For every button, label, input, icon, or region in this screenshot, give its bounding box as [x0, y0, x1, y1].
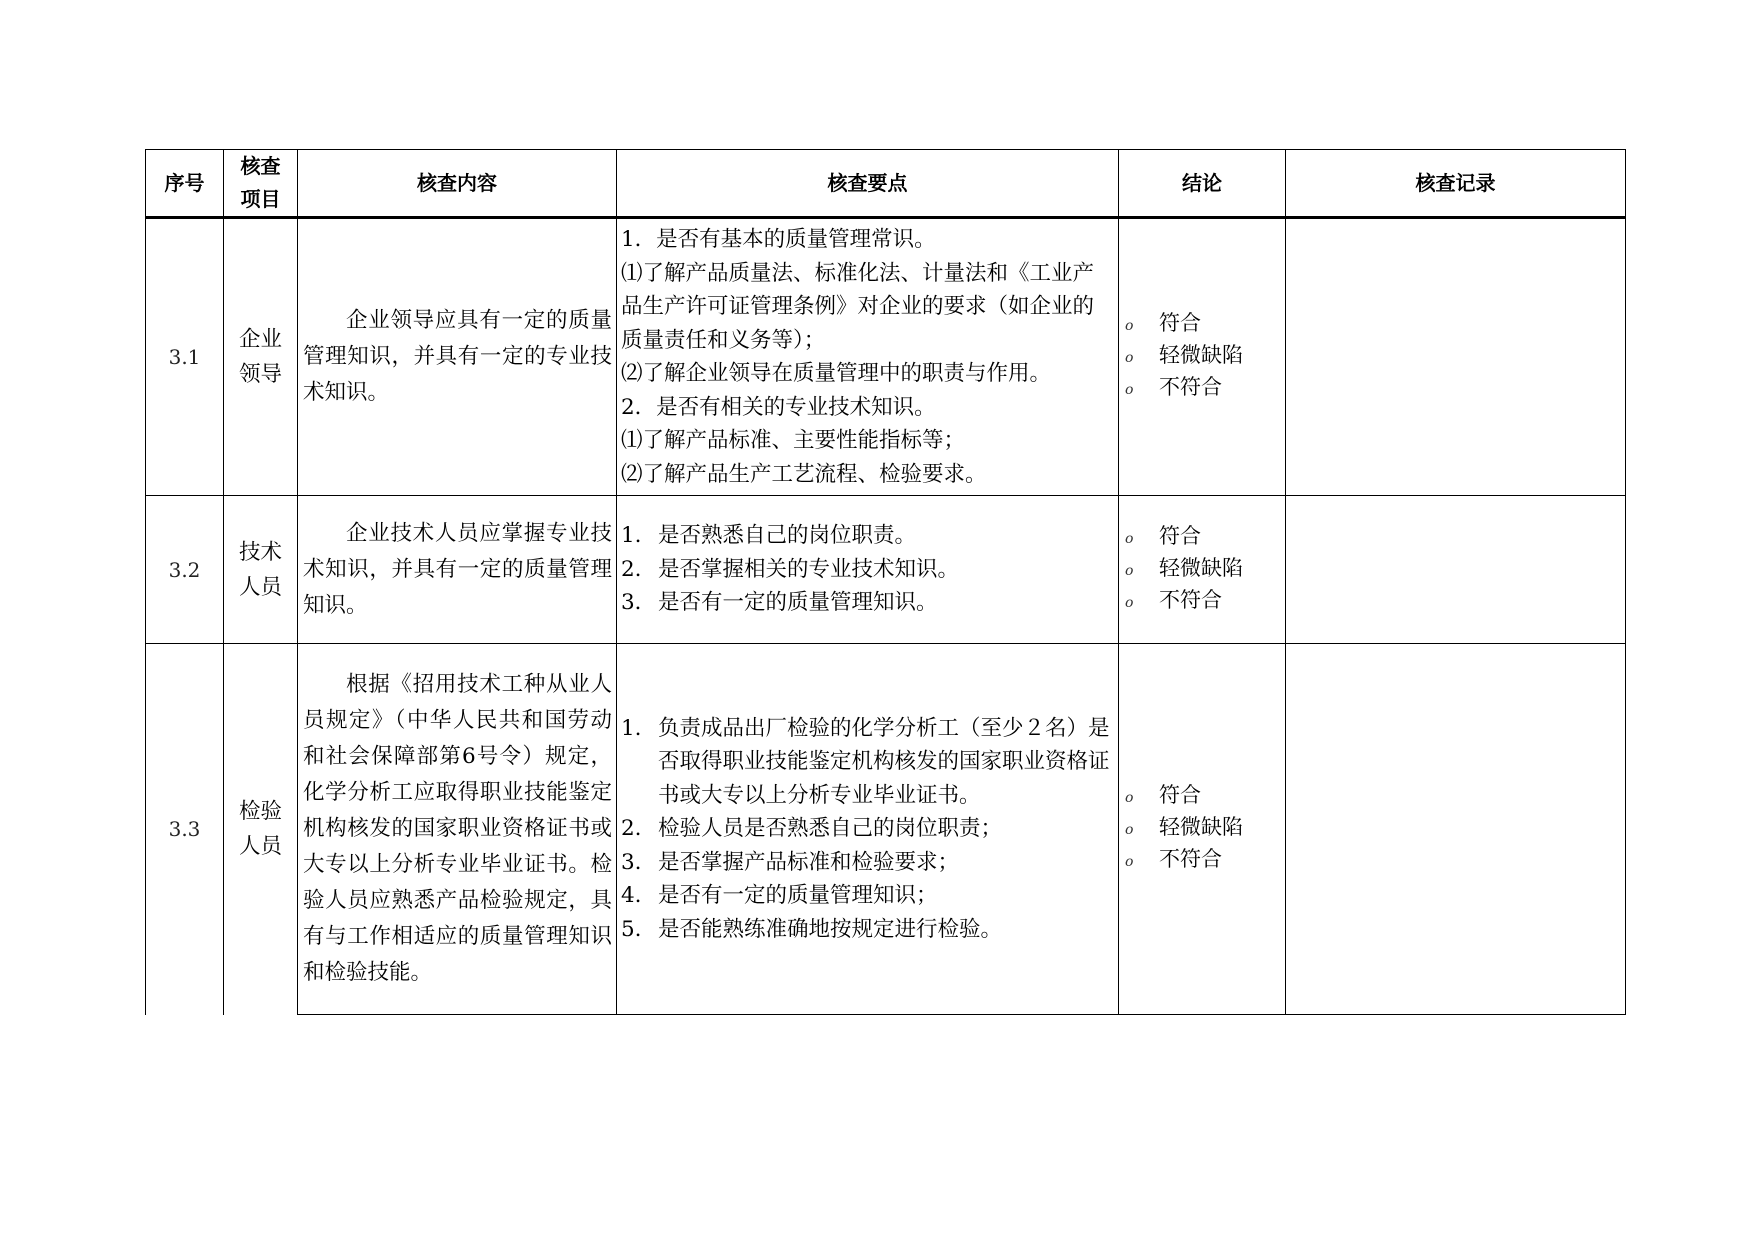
point-text: 是否能熟练准确地按规定进行检验。: [658, 916, 1003, 942]
item-label: 企业领导: [238, 327, 282, 387]
points-cell: [617, 496, 1119, 644]
option-label: 不符合: [1159, 587, 1222, 612]
item-cell: [224, 218, 298, 496]
content-text: 根据《招用技术工种从业人员规定》（中华人民共和国劳动和社会保障部第6号令）规定，化学分析工应取得职业技能鉴定机构核发的国家职业资格证书或大专以上分析专业毕业证书。检验人员应熟悉产品检验规定，具有与工作相适应的质量管理知识和检验技能。: [303, 672, 612, 985]
conclusion-cell: [1119, 644, 1286, 1015]
point-item: [621, 712, 1114, 813]
header-conclusion: 结论: [1119, 150, 1286, 218]
content-cell: [298, 496, 617, 644]
option-circle-icon: o: [1125, 318, 1134, 334]
point-item: [621, 553, 1114, 587]
point-line: 1．是否有基本的质量管理常识。: [621, 227, 936, 252]
seq-cell: 3.2: [146, 496, 224, 644]
option-circle-icon: o: [1125, 790, 1134, 806]
point-line: 2．是否有相关的专业技术知识。: [621, 394, 936, 420]
content-cell: [298, 218, 617, 496]
point-number: 5.: [621, 916, 642, 942]
table-row: [146, 218, 1626, 496]
item-cell: [224, 496, 298, 644]
point-line: ⑵了解产品生产工艺流程、检验要求。: [621, 461, 987, 487]
conclusion-option: [1125, 373, 1285, 405]
seq-cell: 3.1: [146, 218, 224, 496]
content-text: 企业领导应具有一定的质量管理知识，并具有一定的专业技术知识。: [303, 308, 612, 405]
conclusion-option: [1125, 309, 1285, 341]
point-text: 是否熟悉自己的岗位职责。: [658, 523, 917, 549]
point-text: 是否掌握相关的专业技术知识。: [658, 556, 960, 582]
header-row: [146, 150, 1626, 218]
point-text: 是否掌握产品标准和检验要求；: [658, 849, 960, 875]
option-circle-icon: o: [1125, 594, 1134, 611]
point-item: [621, 913, 1114, 947]
record-cell: [1286, 496, 1626, 644]
point-number: 3.: [621, 849, 642, 875]
content-cell: [298, 644, 617, 1015]
points-cell: [617, 218, 1119, 496]
conclusion-option: [1125, 781, 1285, 813]
point-number: 2.: [621, 816, 642, 842]
conclusion-cell: [1119, 496, 1286, 644]
point-text: 负责成品出厂检验的化学分析工（至少２名）是否取得职业技能鉴定机构核发的国家职业资格证书或大专以上分析专业毕业证书。: [658, 715, 1110, 808]
point-text: 检验人员是否熟悉自己的岗位职责；: [658, 816, 1003, 842]
option-label: 轻微缺陷: [1159, 343, 1243, 367]
header-item: [224, 150, 298, 218]
item-label: 技术人员: [238, 539, 282, 600]
point-line: ⑴了解产品标准、主要性能指标等；: [621, 428, 966, 453]
point-line: ⑵了解企业领导在质量管理中的职责与作用。: [621, 361, 1052, 386]
point-line: ⑴了解产品质量法、标准化法、计量法和《工业产品生产许可证管理条例》对企业的要求（如企业的质量责任和义务等）；: [621, 260, 1095, 353]
option-label: 符合: [1159, 311, 1201, 335]
option-label: 不符合: [1159, 847, 1222, 871]
record-cell: [1286, 644, 1626, 1015]
option-circle-icon: o: [1125, 854, 1134, 870]
item-cell: [224, 644, 298, 1015]
point-number: 2.: [621, 556, 642, 582]
conclusion-option: [1125, 586, 1285, 618]
conclusion-option: [1125, 845, 1285, 877]
table-row: [146, 496, 1626, 644]
option-circle-icon: o: [1125, 382, 1134, 398]
option-circle-icon: o: [1125, 562, 1134, 579]
point-item: [621, 879, 1114, 913]
seq-cell: 3.3: [146, 644, 224, 1015]
header-item-label: 核查项目: [240, 154, 281, 211]
header-content: 核查内容: [298, 150, 617, 218]
table-row: [146, 644, 1626, 1015]
conclusion-option: [1125, 554, 1285, 586]
option-label: 不符合: [1159, 375, 1222, 399]
option-circle-icon: o: [1125, 822, 1134, 838]
option-label: 轻微缺陷: [1159, 815, 1243, 839]
conclusion-option: [1125, 522, 1285, 554]
item-label: 检验人员: [238, 799, 282, 860]
point-item: [621, 586, 1114, 620]
option-label: 符合: [1159, 523, 1201, 548]
header-seq: 序号: [146, 150, 224, 218]
point-text: 是否有一定的质量管理知识；: [658, 883, 938, 909]
inspection-table: [145, 149, 1626, 1015]
option-circle-icon: o: [1125, 530, 1134, 547]
header-points: 核查要点: [617, 150, 1119, 218]
point-number: 1.: [621, 523, 642, 549]
point-item: [621, 519, 1114, 553]
point-number: 3．: [621, 590, 657, 616]
points-cell: [617, 644, 1119, 1015]
conclusion-cell: [1119, 218, 1286, 496]
record-cell: [1286, 218, 1626, 496]
content-text: 企业技术人员应掌握专业技术知识，并具有一定的质量管理知识。: [303, 520, 612, 618]
option-label: 轻微缺陷: [1159, 555, 1243, 580]
header-record: 核查记录: [1286, 150, 1626, 218]
option-circle-icon: o: [1125, 350, 1134, 366]
point-item: [621, 846, 1114, 880]
point-text: 是否有一定的质量管理知识。: [658, 590, 938, 616]
conclusion-option: [1125, 341, 1285, 373]
option-label: 符合: [1159, 783, 1201, 807]
point-number: 1.: [621, 715, 642, 741]
point-item: [621, 812, 1114, 846]
conclusion-option: [1125, 813, 1285, 845]
point-number: 4.: [621, 883, 642, 909]
